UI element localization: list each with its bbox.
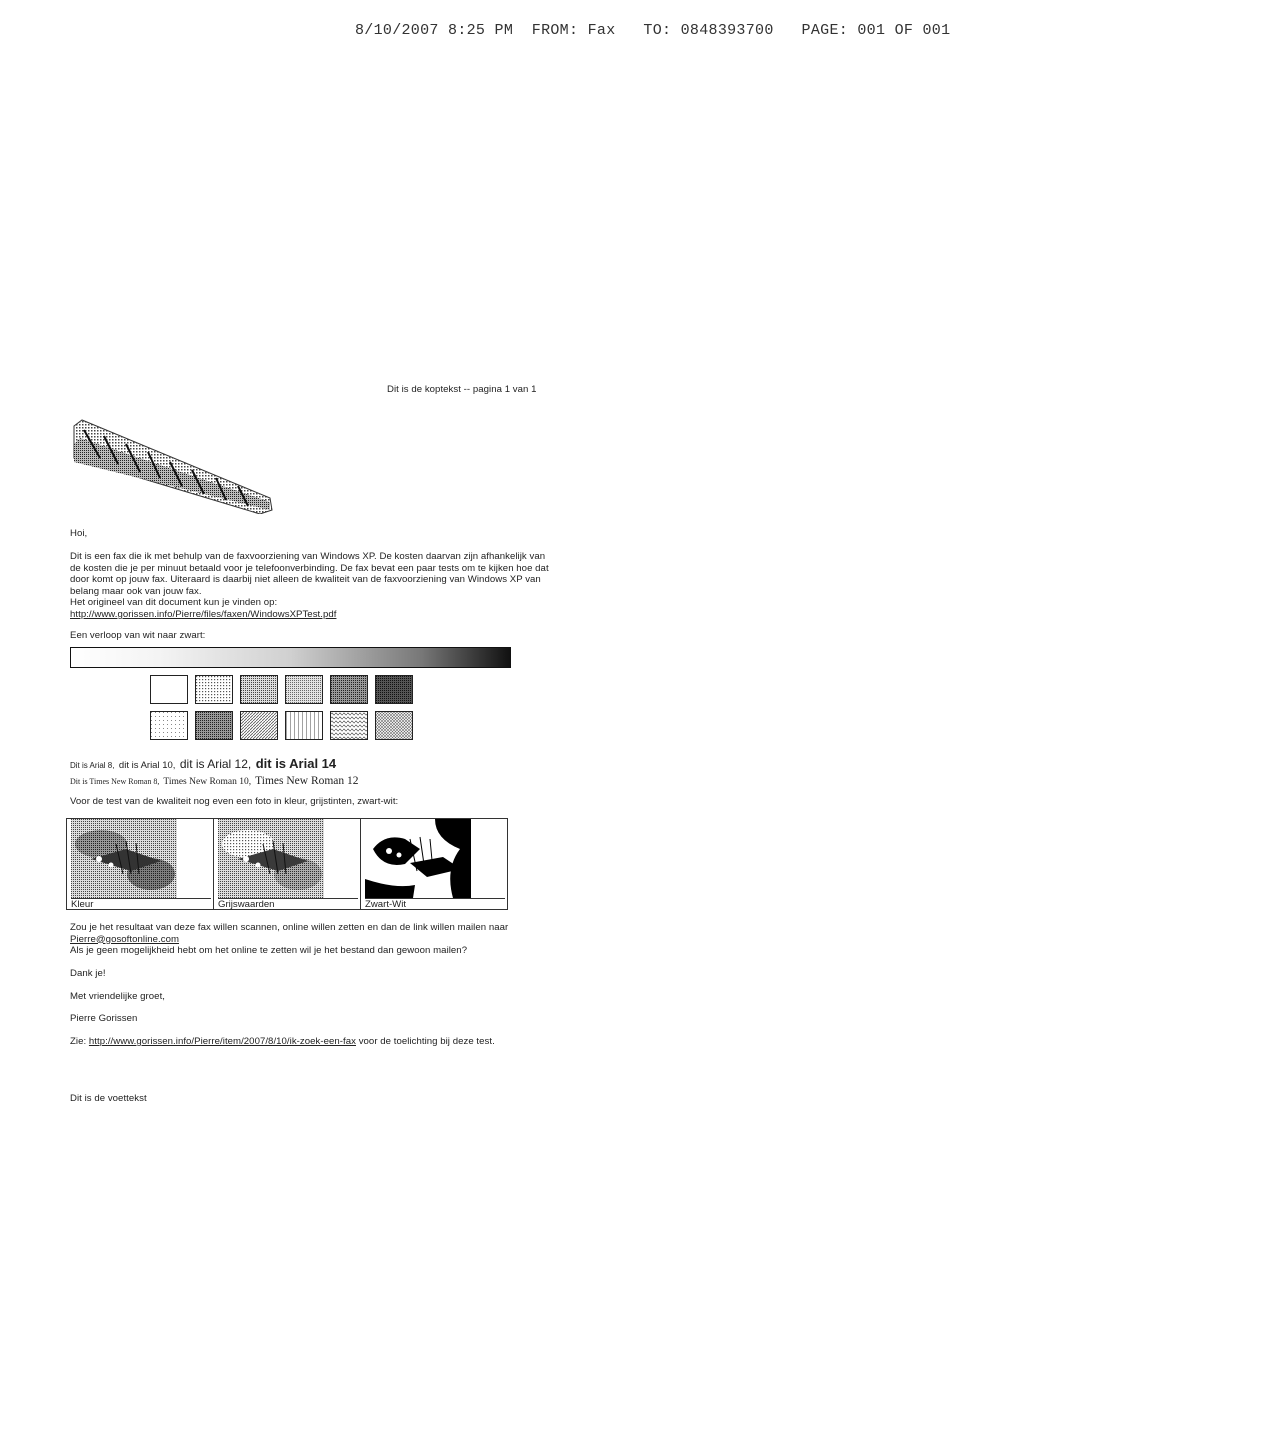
fax-from-label: FROM: [531, 22, 579, 39]
swatch-diagonal [240, 711, 278, 740]
swatch-crosshatch [375, 711, 413, 740]
fax-to-label: TO: [643, 22, 672, 39]
fax-from-value: Fax [587, 22, 616, 39]
times-font-test [70, 771, 359, 789]
fax-to-value: 0848393700 [680, 22, 774, 39]
photo-table [66, 818, 508, 910]
photo-cell-black-white [361, 819, 507, 909]
photo-cell-color [67, 819, 214, 909]
fax-date: 8/10/2007 [355, 22, 439, 39]
times-8-sample: Dit is Times New Roman 8, [70, 777, 160, 786]
signature-name: Pierre Gorissen [70, 1013, 138, 1024]
swatch-dense-grey [195, 711, 233, 740]
photo-intro: Voor de test van de kwaliteit nog even een foto in kleur, grijstinten, zwart-wit: [70, 796, 399, 807]
email-link[interactable]: Pierre@gosoftonline.com [70, 933, 180, 945]
request-line-1: Zou je het resultaat van deze fax willen scannen, online willen zetten en dan de link willen mailen naar [70, 922, 509, 933]
swatch-medium-dots [240, 675, 278, 704]
butterfly-photo-grayscale [218, 819, 324, 898]
see-also-line [70, 1036, 495, 1048]
swatch-light-dots [195, 675, 233, 704]
document-footer-text: Dit is de voettekst [70, 1093, 147, 1104]
pattern-swatches [150, 675, 414, 739]
arial-14-sample: dit is Arial 14 [255, 756, 337, 771]
intro-paragraph: Dit is een fax die ik met behulp van de faxvoorziening van Windows XP. De kosten daarvan zijn afhankelijk van de kosten die je per minuut betaald voor je telefoonverbinding. De fax bevat een paar tests om te kijken hoe dat door komt op jouw fax. Uiteraard is daarbij niet alleen de kwaliteit van de faxvoorziening van Windows XP van belang maar ook van jouw fax. [70, 551, 549, 597]
caption-grayscale: Grijswaarden [218, 898, 358, 910]
fax-page-label: PAGE: [801, 22, 849, 39]
thanks-text: Dank je! [70, 968, 106, 979]
gradient-bar [70, 647, 511, 668]
blog-post-link[interactable]: http://www.gorissen.info/Pierre/item/2007/8/10/ik-zoek-een-fax [88, 1036, 356, 1047]
fax-time: 8:25 PM [448, 22, 514, 39]
swatch-darkest [375, 675, 413, 704]
photo-cell-grayscale [214, 819, 361, 909]
request-paragraph [70, 922, 540, 957]
swatch-dark-grey [330, 675, 368, 704]
see-suffix: voor de toelichting bij deze test. [358, 1036, 495, 1047]
arial-12-sample: dit is Arial 12, [179, 757, 252, 771]
arial-8-sample: Dit is Arial 8, [70, 761, 115, 770]
wordart-logo [70, 418, 276, 514]
fax-page-value: 001 OF 001 [857, 22, 951, 39]
fax-transmission-header [355, 22, 950, 39]
caption-color: Kleur [71, 898, 211, 910]
butterfly-photo-black-white [365, 819, 471, 898]
request-line-2: Als je geen mogelijkheid hebt om het online te zetten wil je het bestand dan gewoon mailen? [70, 945, 468, 957]
document-header-text: Dit is de koptekst -- pagina 1 van 1 [387, 384, 537, 395]
times-10-sample: Times New Roman 10, [163, 777, 252, 787]
butterfly-photo-color [71, 819, 177, 898]
original-label: Het origineel van dit document kun je vinden op: [70, 597, 278, 609]
arial-10-sample: dit is Arial 10, [118, 760, 176, 771]
swatch-waves [330, 711, 368, 740]
swatch-grey [285, 675, 323, 704]
swatch-sparse-dots [150, 711, 188, 740]
swatch-vertical-lines [285, 711, 323, 740]
times-12-sample: Times New Roman 12 [255, 775, 359, 787]
intro-paragraph-block [70, 551, 550, 621]
gradient-label: Een verloop van wit naar zwart: [70, 630, 206, 641]
see-label: Zie: [70, 1036, 87, 1047]
swatch-white [150, 675, 188, 704]
original-document-link[interactable]: http://www.gorissen.info/Pierre/files/faxen/WindowsXPTest.pdf [70, 608, 337, 620]
greeting: Hoi, [70, 528, 88, 539]
regards-text: Met vriendelijke groet, [70, 991, 165, 1002]
caption-black-white: Zwart-Wit [365, 898, 505, 910]
